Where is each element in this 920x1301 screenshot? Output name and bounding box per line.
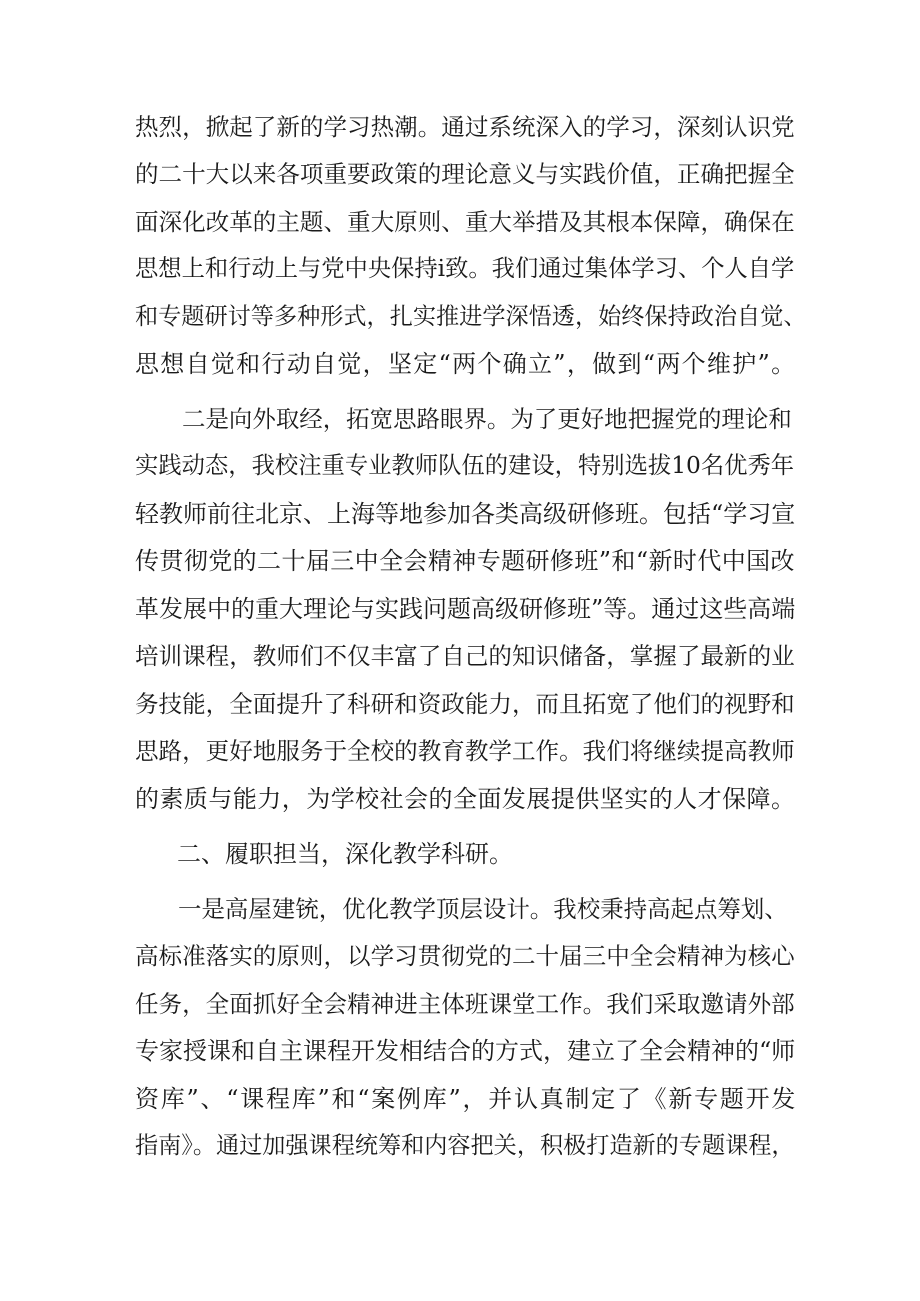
paragraph-start-line: 二是向外取经，拓宽思路眼界。为了更好地把握党的理论和 [182, 405, 792, 433]
text-line-10: 传贯彻党的二十届三中全会精神专题研修班”和“新时代中国改 [135, 547, 795, 575]
text-line-2: 的二十大以来各项重要政策的理论意义与实践价值，正确把握全 [135, 160, 795, 188]
text-line-1: 热烈，掀起了新的学习热潮。通过系统深入的学习，深刻认识党 [135, 113, 795, 141]
text-line-21: 资库”、“课程库”和“案例库”，并认真制定了《新专题开发 [135, 1085, 798, 1113]
text-line-14: 思路，更好地服务于全校的教育教学工作。我们将继续提高教师 [135, 737, 795, 765]
text-line-4: 思想上和行动上与党中央保持i致。我们通过集体学习、个人自学 [135, 255, 795, 282]
section-heading: 二、履职担当，深化教学科研。 [177, 840, 513, 868]
text-line-22: 指南》。通过加强课程统筹和内容把关，积极打造新的专题课程， [135, 1133, 795, 1159]
text-line-12: 培训课程，教师们不仅丰富了自己的知识储备，掌握了最新的业 [135, 642, 795, 670]
text-line-5: 和专题研讨等多种形式，扎实推进学深悟透，始终保持政治自觉、 [135, 303, 807, 330]
text-line-20: 专家授课和自主课程开发相结合的方式，建立了全会精神的“师 [135, 1037, 796, 1065]
text-line-13: 务技能，全面提升了科研和资政能力，而且拓宽了他们的视野和 [135, 690, 795, 718]
text-line-8: 实践动态，我校注重专业教师队伍的建设，特别选拔10名优秀年 [135, 452, 795, 479]
text-line-6: 思想自觉和行动自觉，坚定“两个确立”，做到“两个维护”。 [135, 350, 797, 378]
text-line-11: 革发展中的重大理论与实践问题高级研修班”等。通过这些高端 [135, 595, 796, 623]
paragraph-start-line: 一是高屋建铳，优化教学顶层设计。我校秉持高起点筹划、 [178, 895, 788, 923]
text-line-15: 的素质与能力，为学校社会的全面发展提供坚实的人才保障。 [135, 785, 796, 813]
text-line-3: 面深化改革的主题、重大原则、重大举措及其根本保障，确保在 [135, 208, 795, 236]
text-line-18: 高标准落实的原则，以学习贯彻党的二十届三中全会精神为核心 [135, 942, 795, 970]
text-line-9: 轻教师前往北京、上海等地参加各类高级研修班。包括“学习宣 [135, 500, 796, 528]
text-line-19: 任务，全面抓好全会精神进主体班课堂工作。我们采取邀请外部 [135, 990, 795, 1018]
